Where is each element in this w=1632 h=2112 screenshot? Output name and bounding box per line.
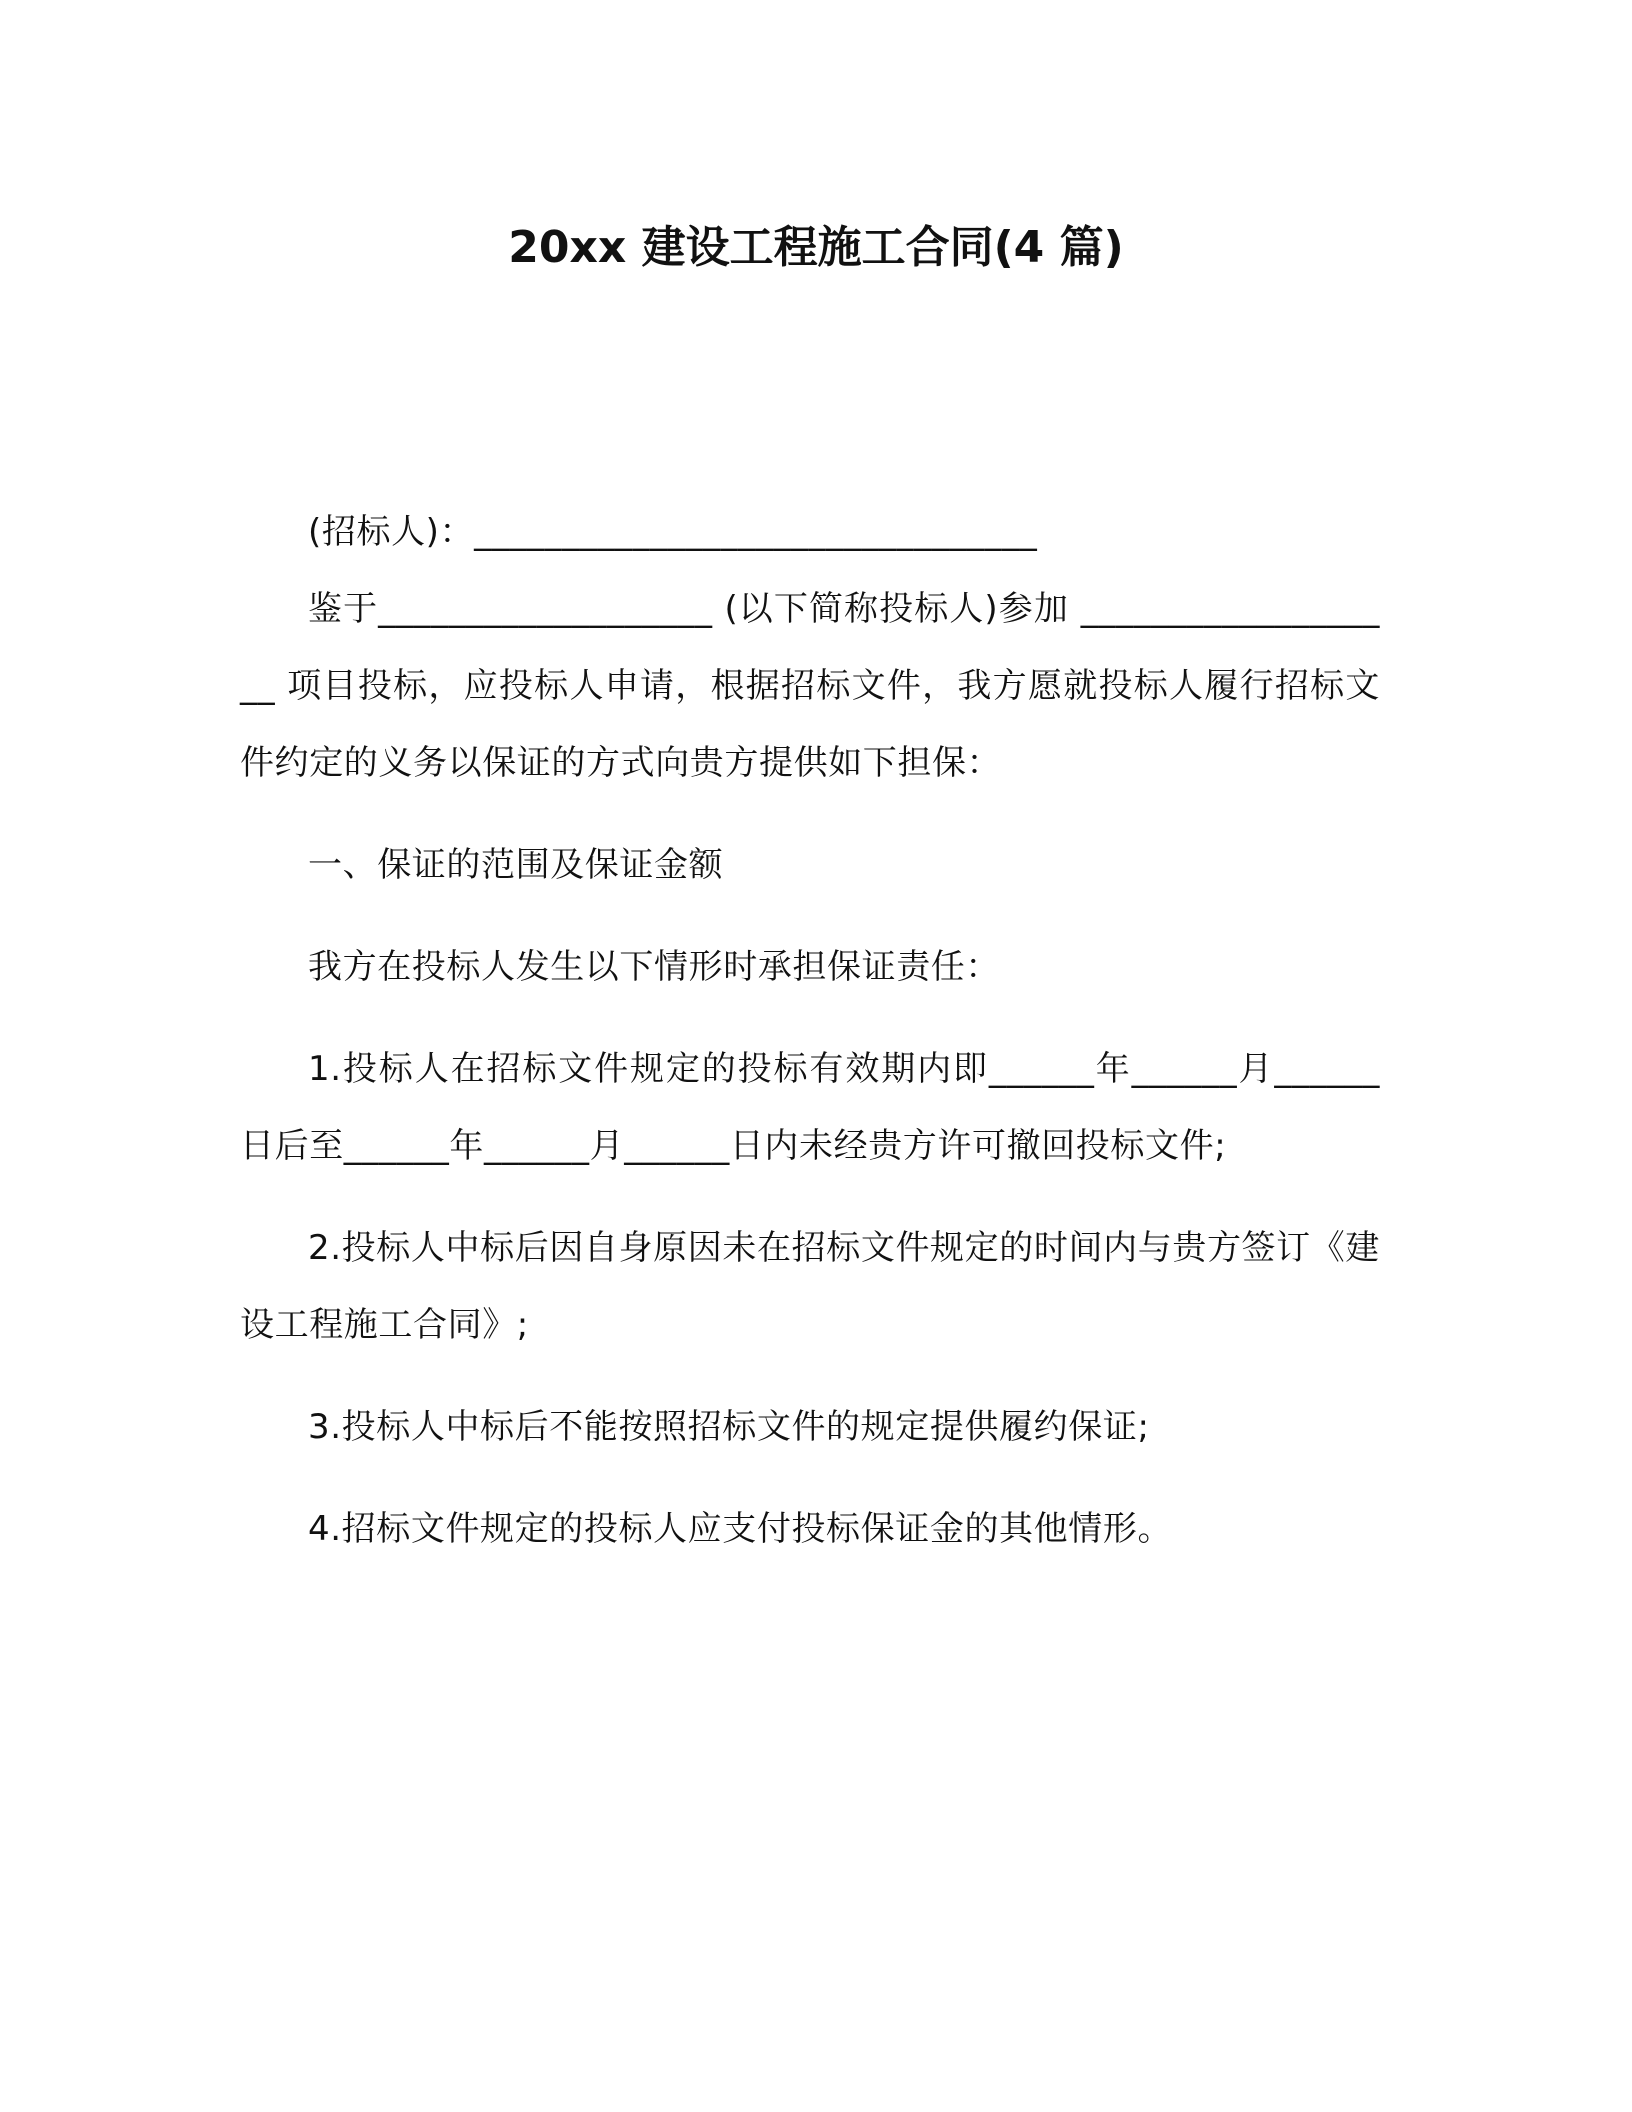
document-body (240, 494, 1380, 1568)
document-title: 20xx 建设工程施工合同(4 篇) (508, 222, 1124, 273)
clause-1: 1.投标人在招标文件规定的投标有效期内即______年______月______日后至______年______月______日内未经贵方许可撤回投标文件; (240, 1049, 1380, 1166)
clause-3: 3.投标人中标后不能按照招标文件的规定提供履约保证; (308, 1407, 1150, 1447)
paragraph-tenderer-line: (招标人)：________________________________ (308, 512, 1038, 552)
clause-4: 4.招标文件规定的投标人应支付投标保证金的其他情形。 (308, 1509, 1173, 1549)
clause-2: 2.投标人中标后因自身原因未在招标文件规定的时间内与贵方签订《建设工程施工合同》; (240, 1228, 1380, 1345)
paragraph-liability: 我方在投标人发生以下情形时承担保证责任： (308, 947, 1000, 987)
paragraph-intro: 鉴于___________________ (以下简称投标人)参加 ___________________ 项目投标，应投标人申请，根据招标文件，我方愿就投标人履行招标文件约定的义务以保证的方式向贵方提供如下担保： (240, 589, 1380, 783)
section-heading-scope: 一、保证的范围及保证金额 (308, 845, 724, 885)
